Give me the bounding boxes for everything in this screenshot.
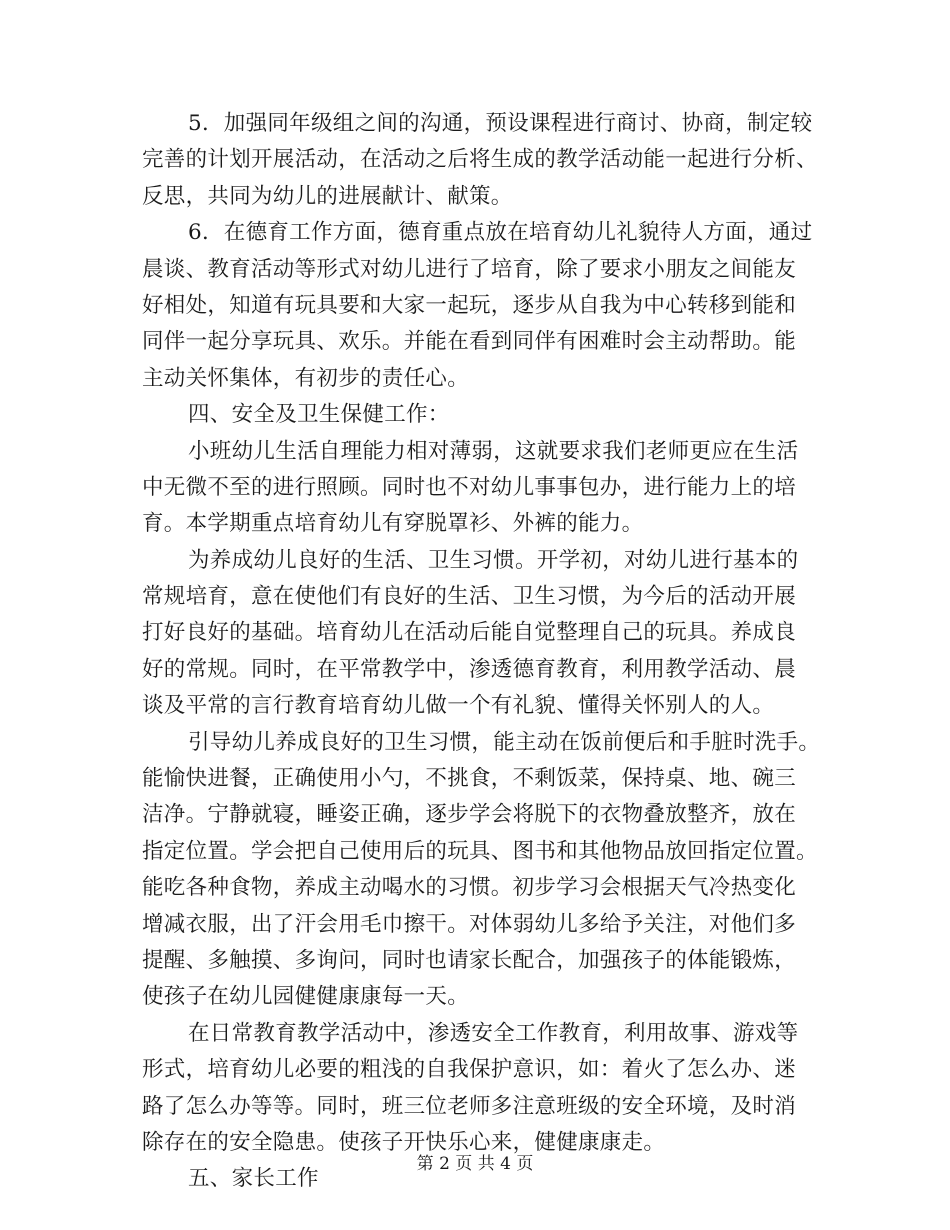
text-line: 为养成幼儿良好的生活、卫生习惯。开学初，对幼儿进行基本的	[188, 547, 799, 573]
text-line: 主动关怀集体，有初步的责任心。	[142, 365, 470, 391]
text-line: 育。本学期重点培育幼儿有穿脱罩衫、外裤的能力。	[142, 511, 644, 537]
text-line: 常规培育，意在使他们有良好的生活、卫生习惯，为今后的活动开展	[142, 584, 797, 610]
text-line: 6．在德育工作方面，德育重点放在培育幼儿礼貌待人方面，通过	[188, 220, 813, 246]
text-line: 使孩子在幼儿园健健康康每一天。	[142, 984, 470, 1010]
text-line: 打好良好的基础。培育幼儿在活动后能自觉整理自己的玩具。养成良	[142, 620, 797, 646]
text-line: 五、家长工作	[188, 1166, 319, 1192]
text-line: 5．加强同年级组之间的沟通，预设课程进行商讨、协商，制定较	[188, 111, 813, 136]
text-line: 能愉快进餐，正确使用小勺，不挑食，不剩饭菜，保持桌、地、碗三	[142, 766, 797, 792]
text-line: 路了怎么办等等。同时，班三位老师多注意班级的安全环境，及时消	[142, 1093, 797, 1119]
text-line: 增减衣服，出了汗会用毛巾擦干。对体弱幼儿多给予关注，对他们多	[142, 911, 797, 937]
text-line: 谈及平常的言行教育培育幼儿做一个有礼貌、懂得关怀别人的人。	[142, 693, 775, 719]
text-line: 除存在的安全隐患。使孩子开快乐心来，健健康康走。	[142, 1129, 666, 1155]
text-line: 完善的计划开展活动，在活动之后将生成的教学活动能一起进行分析、	[142, 147, 818, 173]
text-line: 好相处，知道有玩具要和大家一起玩，逐步从自我为中心转移到能和	[142, 292, 797, 318]
text-line: 提醒、多触摸、多询问，同时也请家长配合，加强孩子的体能锻炼，	[142, 947, 797, 973]
text-line: 好的常规。同时，在平常教学中，渗透德育教育，利用教学活动、晨	[142, 656, 797, 682]
text-line: 同伴一起分享玩具、欢乐。并能在看到同伴有困难时会主动帮助。能	[142, 329, 797, 355]
text-line: 形式，培育幼儿必要的粗浅的自我保护意识，如：着火了怎么办、迷	[142, 1057, 797, 1083]
page-number-footer: 第 2 页 共 4 页	[416, 1154, 534, 1174]
text-line: 中无微不至的进行照顾。同时也不对幼儿事事包办，进行能力上的培	[142, 474, 797, 500]
text-line: 四、安全及卫生保健工作：	[188, 402, 450, 428]
text-line: 指定位置。学会把自己使用后的玩具、图书和其他物品放回指定位置。	[142, 838, 818, 864]
text-line: 引导幼儿养成良好的卫生习惯，能主动在饭前便后和手脏时洗手。	[188, 729, 821, 755]
text-line: 反思，共同为幼儿的进展献计、献策。	[142, 183, 513, 209]
text-line: 能吃各种食物，养成主动喝水的习惯。初步学习会根据天气冷热变化	[142, 875, 797, 901]
document-body	[142, 106, 822, 1198]
text-line: 晨谈、教育活动等形式对幼儿进行了培育，除了要求小朋友之间能友	[142, 256, 797, 282]
text-line: 小班幼儿生活自理能力相对薄弱，这就要求我们老师更应在生活	[188, 438, 799, 464]
text-line: 在日常教育教学活动中，渗透安全工作教育，利用故事、游戏等	[188, 1020, 799, 1046]
text-line: 洁净。宁静就寝，睡姿正确，逐步学会将脱下的衣物叠放整齐，放在	[142, 802, 797, 828]
